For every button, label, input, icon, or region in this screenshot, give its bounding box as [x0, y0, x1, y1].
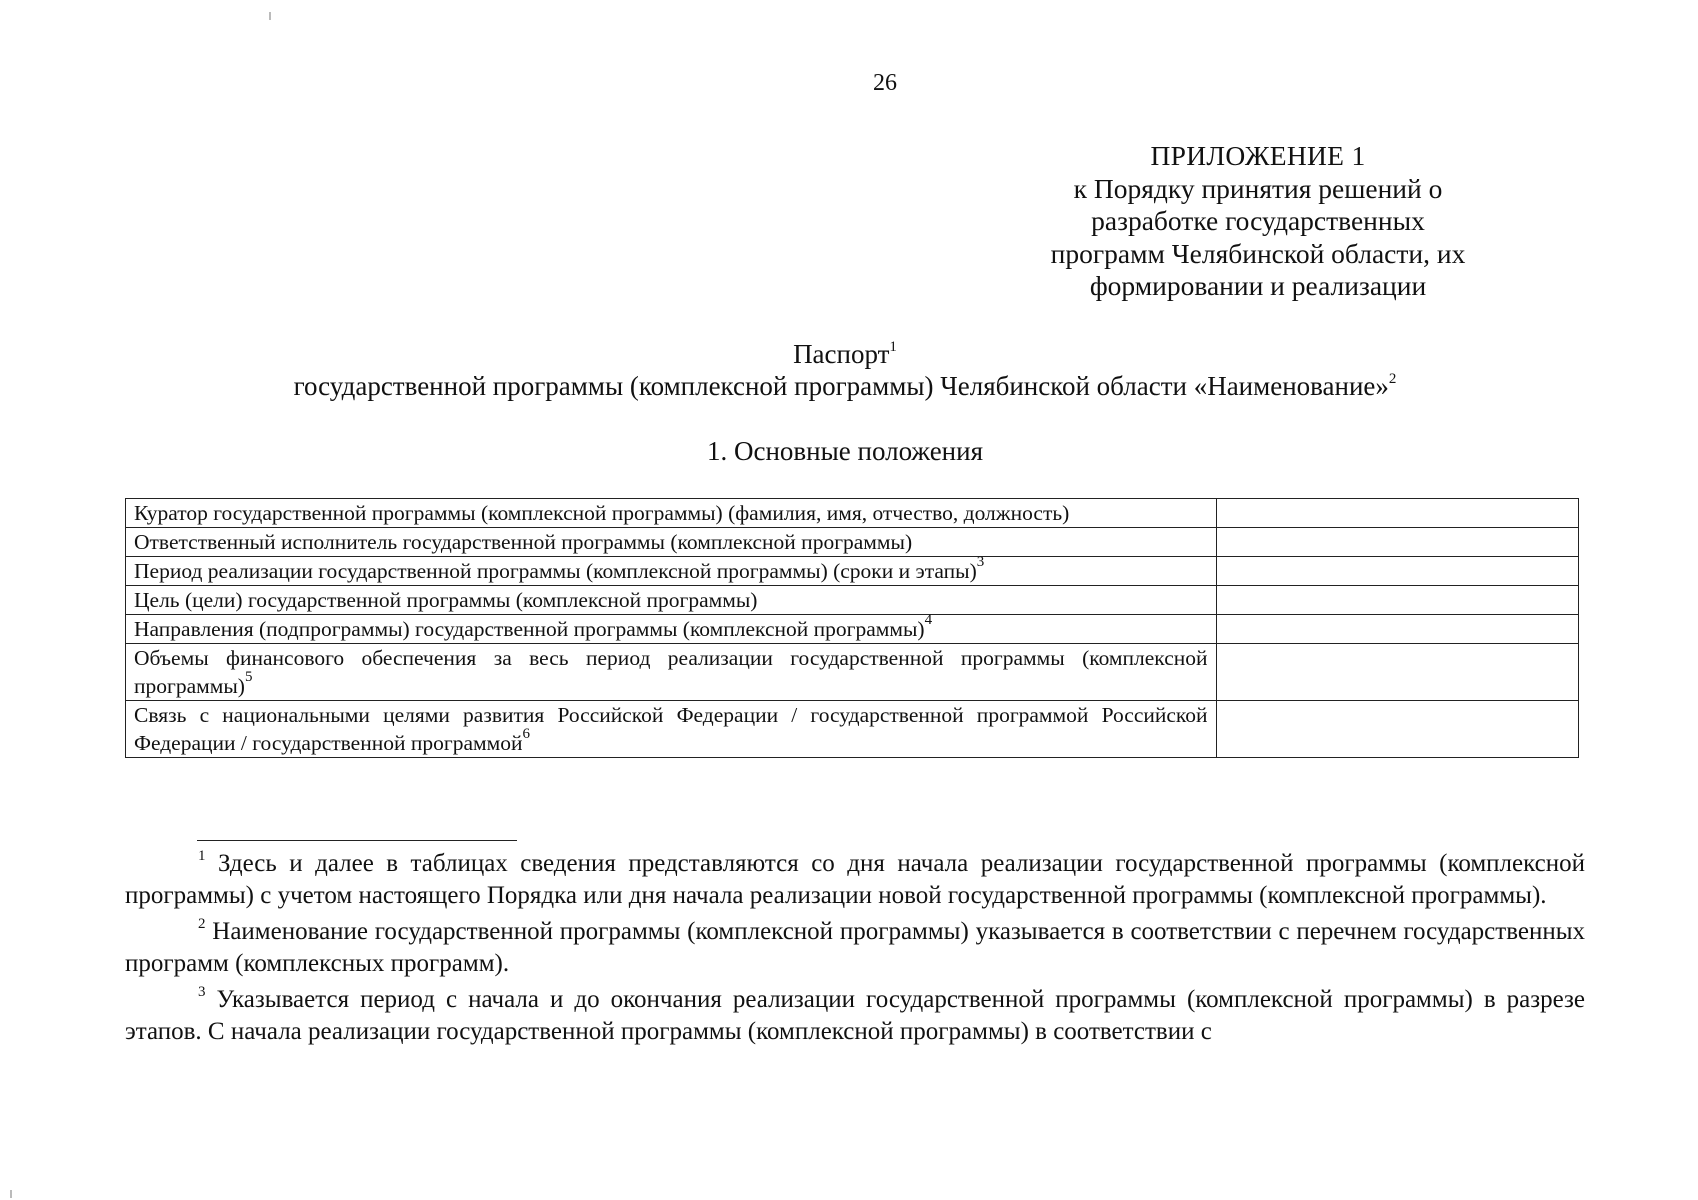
- appendix-block: [1023, 140, 1493, 303]
- appendix-line: формировании и реализации: [1089, 270, 1427, 301]
- row-value: [1216, 586, 1578, 615]
- appendix-line: к Порядку принятия решений о: [1073, 172, 1443, 204]
- table-row: [126, 586, 1579, 615]
- table-row: [126, 701, 1579, 758]
- footnote-text: Здесь и далее в таблицах сведения представляются со дня начала реализации государственной программы (комплексной программы) с учетом настоящего Порядка или дня начала реализации новой государственной программы (комплексной программы).: [125, 850, 1585, 909]
- row-label: Цель (цели) государственной программы (комплексной программы): [126, 586, 1217, 615]
- row-label: Объемы финансового обеспечения за весь период реализации государственной программы (комплексной программы)$^5$: [126, 644, 1217, 701]
- row-label: Период реализации государственной программы (комплексной программы) (сроки и этапы)$^3$: [126, 557, 1217, 586]
- row-label: Связь с национальными целями развития Российской Федерации / государственной программой Российской Федерации / государственной программой$^6$: [126, 701, 1217, 758]
- footnote-ref: 1: [889, 339, 897, 355]
- row-label: Ответственный исполнитель государственной программы (комплексной программы): [126, 528, 1217, 557]
- table-row: [126, 615, 1579, 644]
- row-value: [1216, 499, 1578, 528]
- footnote-ref: 5: [244, 669, 253, 685]
- row-label: Куратор государственной программы (комплексной программы) (фамилия, имя, отчество, должность): [126, 499, 1217, 528]
- footnote-text: Наименование государственной программы (комплексной программы) указывается в соответствии с перечнем государственных программ (комплексных программ).: [125, 918, 1586, 977]
- table-row: [126, 557, 1579, 586]
- row-value: [1216, 557, 1578, 586]
- footnote-text: Указывается период с начала и до окончания реализации государственной программы (комплексной программы) в разрезе этапов. С начала реализации государственной программы (комплексной программы) в соответствии с: [125, 986, 1586, 1045]
- footnote-mark: 2: [198, 916, 206, 932]
- row-value: [1216, 701, 1578, 758]
- row-value: [1216, 644, 1578, 701]
- scan-artifact: [269, 12, 271, 20]
- footnote-ref: 4: [924, 612, 933, 628]
- appendix-title: ПРИЛОЖЕНИЕ 1: [1150, 140, 1366, 171]
- footnote-mark: 1: [198, 848, 206, 864]
- row-value: [1216, 528, 1578, 557]
- table-row: [126, 499, 1579, 528]
- table-row: [126, 528, 1579, 557]
- footnote-ref: 2: [1388, 371, 1397, 387]
- footnote-mark: 3: [198, 984, 206, 1000]
- passport-table: [125, 498, 1579, 758]
- scan-artifact: [10, 1190, 12, 1198]
- passport-title: [0, 336, 1690, 372]
- footnote: [125, 848, 1585, 912]
- footnote: [125, 984, 1585, 1048]
- row-label: Направления (подпрограммы) государственной программы (комплексной программы)$^4$: [126, 615, 1217, 644]
- section-title: 1. Основные положения: [707, 436, 983, 466]
- table-row: [126, 644, 1579, 701]
- footnote: [125, 916, 1585, 980]
- footnote-ref: 6: [522, 726, 530, 742]
- passport-subtitle-text: государственной программы (комплексной программы) Челябинской области «Наименование»: [293, 371, 1389, 401]
- passport-title-text: Паспорт: [793, 339, 890, 369]
- page-number: 26: [873, 70, 897, 96]
- appendix-line: программ Челябинской области, их: [1050, 237, 1466, 269]
- footnote-divider: [197, 840, 517, 841]
- footnotes: [125, 848, 1585, 1052]
- row-value: [1216, 615, 1578, 644]
- appendix-line: разработке государственных: [1091, 205, 1425, 236]
- footnote-ref: 3: [976, 554, 985, 570]
- passport-subtitle: [0, 368, 1690, 404]
